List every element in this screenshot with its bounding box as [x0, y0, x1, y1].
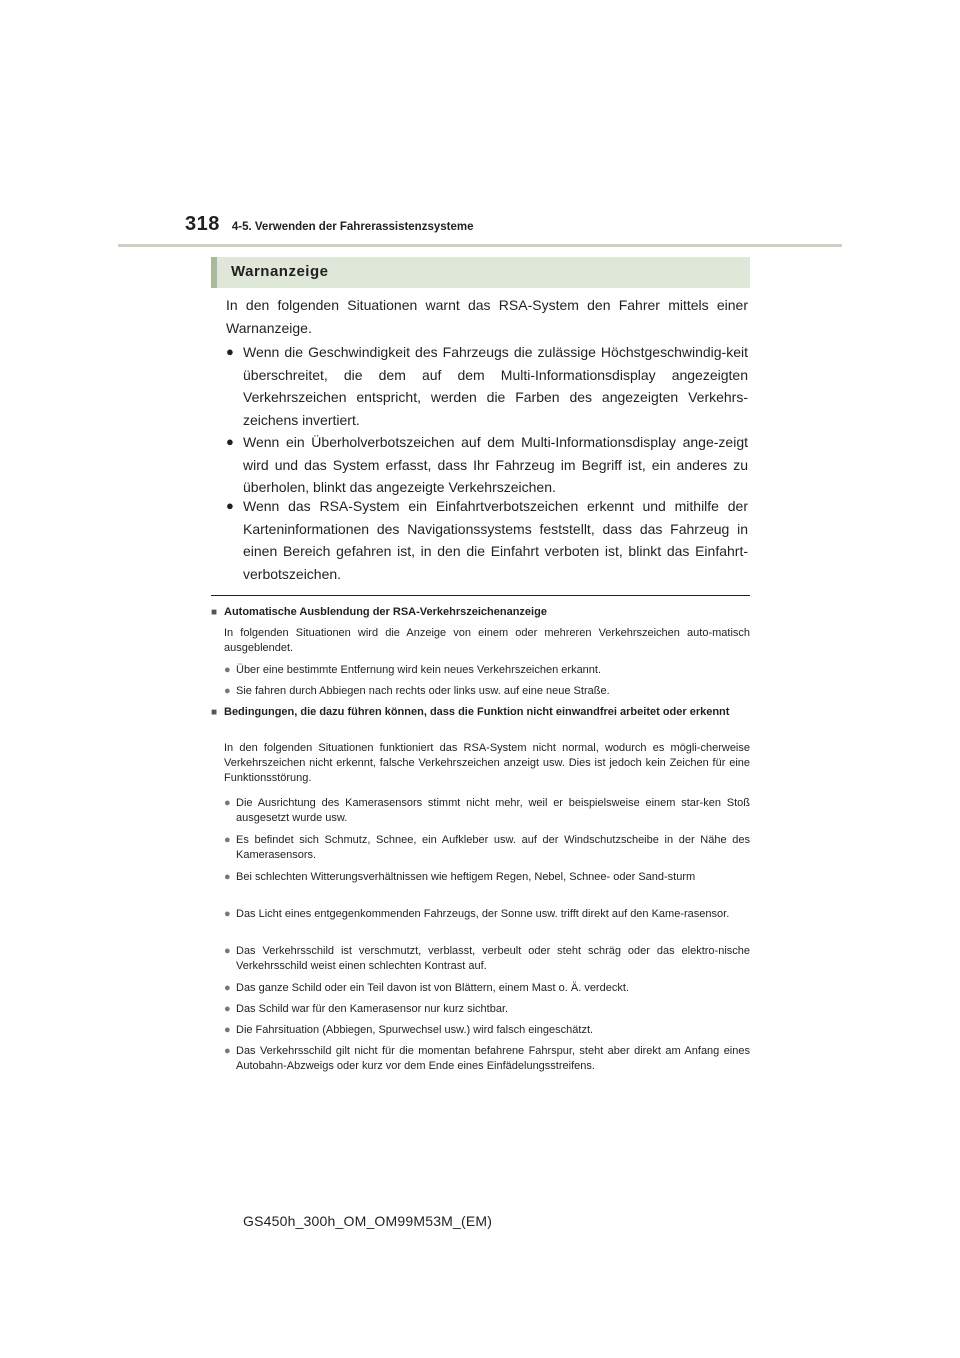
note-bullet: ● Das Verkehrsschild gilt nicht für die momentan befahrene Fahrspur, steht aber direkt am Anfang eines Autobahn-Abzweigs oder kurz vor dem Ende eines Einfädelungsstreifens. [224, 1045, 750, 1072]
note-bullet: ● Das Licht eines entgegenkommenden Fahrzeugs, der Sonne usw. trifft direkt auf den Kame-rasensor. [224, 908, 730, 920]
note-heading-text: Bedingungen, die dazu führen können, dass die Funktion nicht einwandfrei arbeitet oder erkennt [224, 706, 730, 718]
bullet-dot-icon: ● [224, 871, 231, 883]
note-bullet: ● Es befindet sich Schmutz, Schnee, ein Aufkleber usw. auf der Windschutzscheibe in der Nähe des Kamerasensors. [224, 834, 750, 861]
note-heading-text: Automatische Ausblendung der RSA-Verkehrszeichenanzeige [224, 606, 547, 618]
bullet-dot-icon: ● [224, 982, 231, 994]
section-bullet-text: Wenn ein Überholverbotszeichen auf dem Multi-Informationsdisplay ange-zeigt wird und das System erfasst, dass Ihr Fahrzeug im Begriff ist, ein anderes zu überholen, blinkt das angezeigte Verkehrszeichen. [243, 434, 748, 495]
section-bullet [226, 495, 748, 585]
section-title: Warnanzeige [231, 263, 329, 280]
note-bullet: ● Das Verkehrsschild ist verschmutzt, verblasst, verbeult oder steht schräg oder das elektro-nische Verkehrsschild weist einen schlechten Kontrast auf. [224, 945, 750, 972]
bullet-dot-icon: ● [226, 498, 234, 513]
bullet-dot-icon: ● [224, 945, 231, 957]
section-bullet [226, 341, 748, 431]
section-bullet-text: Wenn die Geschwindigkeit des Fahrzeugs die zulässige Höchstgeschwindig-keit überschreitet, die dem auf dem Multi-Informationsdisplay angezeigten Verkehrszeichen entspricht, werden die Farben des angezeigten Verkehrs-zeichens invertiert. [243, 344, 748, 428]
note-bullet: ● Die Fahrsituation (Abbiegen, Spurwechsel usw.) wird falsch eingeschätzt. [224, 1024, 594, 1036]
square-bullet-icon: ■ [211, 607, 218, 618]
note-bullet: ● Das Schild war für den Kamerasensor nur kurz sichtbar. [224, 1003, 509, 1015]
section-bullet [226, 431, 748, 499]
note-bullet: ● Über eine bestimmte Entfernung wird kein neues Verkehrszeichen erkannt. [224, 664, 602, 676]
note-text-conditions: In den folgenden Situationen funktioniert das RSA-System nicht normal, wodurch es mögli-cherweise Verkehrszeichen nicht erkennt, falsche Verkehrszeichen anzeigt usw. Dies ist jedoch kein Zeichen für eine Funktionsstörung. [224, 742, 750, 784]
document-code: GS450h_300h_OM_OM99M53M_(EM) [243, 1213, 493, 1229]
bullet-dot-icon: ● [224, 834, 231, 846]
section-heading-box [211, 257, 750, 288]
note-bullet: ● Das ganze Schild oder ein Teil davon ist von Blättern, einem Mast o. Ä. verdeckt. [224, 982, 629, 994]
bullet-dot-icon: ● [224, 1003, 231, 1015]
section-divider [211, 595, 750, 596]
note-bullet: ● Bei schlechten Witterungsverhältnissen wie heftigem Regen, Nebel, Schnee- oder Sand-sturm [224, 871, 696, 883]
bullet-dot-icon: ● [224, 664, 231, 676]
square-bullet-icon: ■ [211, 707, 218, 718]
note-bullet: ● Sie fahren durch Abbiegen nach rechts oder links usw. auf eine neue Straße. [224, 685, 610, 697]
section-bullet-text: Wenn das RSA-System ein Einfahrtverbotszeichen erkennt und mithilfe der Karteninformationen des Navigationssystems feststellt, dass das Fahrzeug in einen Bereich gefahren ist, in den die Einfahrt verboten ist, blinkt das Einfahrt-verbotszeichen. [243, 498, 748, 582]
bullet-dot-icon: ● [226, 344, 234, 359]
note-text-auto-hide: In folgenden Situationen wird die Anzeige von einem oder mehreren Verkehrszeichen auto-matisch ausgeblendet. [224, 627, 750, 654]
bullet-dot-icon: ● [224, 797, 231, 809]
bullet-dot-icon: ● [224, 908, 231, 920]
bullet-dot-icon: ● [224, 685, 231, 697]
bullet-dot-icon: ● [224, 1024, 231, 1036]
bullet-dot-icon: ● [226, 434, 234, 449]
bullet-dot-icon: ● [224, 1045, 231, 1057]
note-bullet: ● Die Ausrichtung des Kamerasensors stimmt nicht mehr, weil er beispielsweise einem star-ken Stoß ausgesetzt wurde usw. [224, 797, 750, 824]
page-header [185, 213, 474, 236]
note-heading-auto-hide [211, 605, 750, 620]
chapter-title: 4-5. Verwenden der Fahrerassistenzsysteme [231, 221, 474, 233]
page-number: 318 [185, 213, 220, 235]
section-intro: In den folgenden Situationen warnt das RSA-System den Fahrer mittels einer Warnanzeige. [226, 297, 748, 336]
note-heading-conditions [211, 705, 750, 720]
header-rule [118, 244, 842, 247]
